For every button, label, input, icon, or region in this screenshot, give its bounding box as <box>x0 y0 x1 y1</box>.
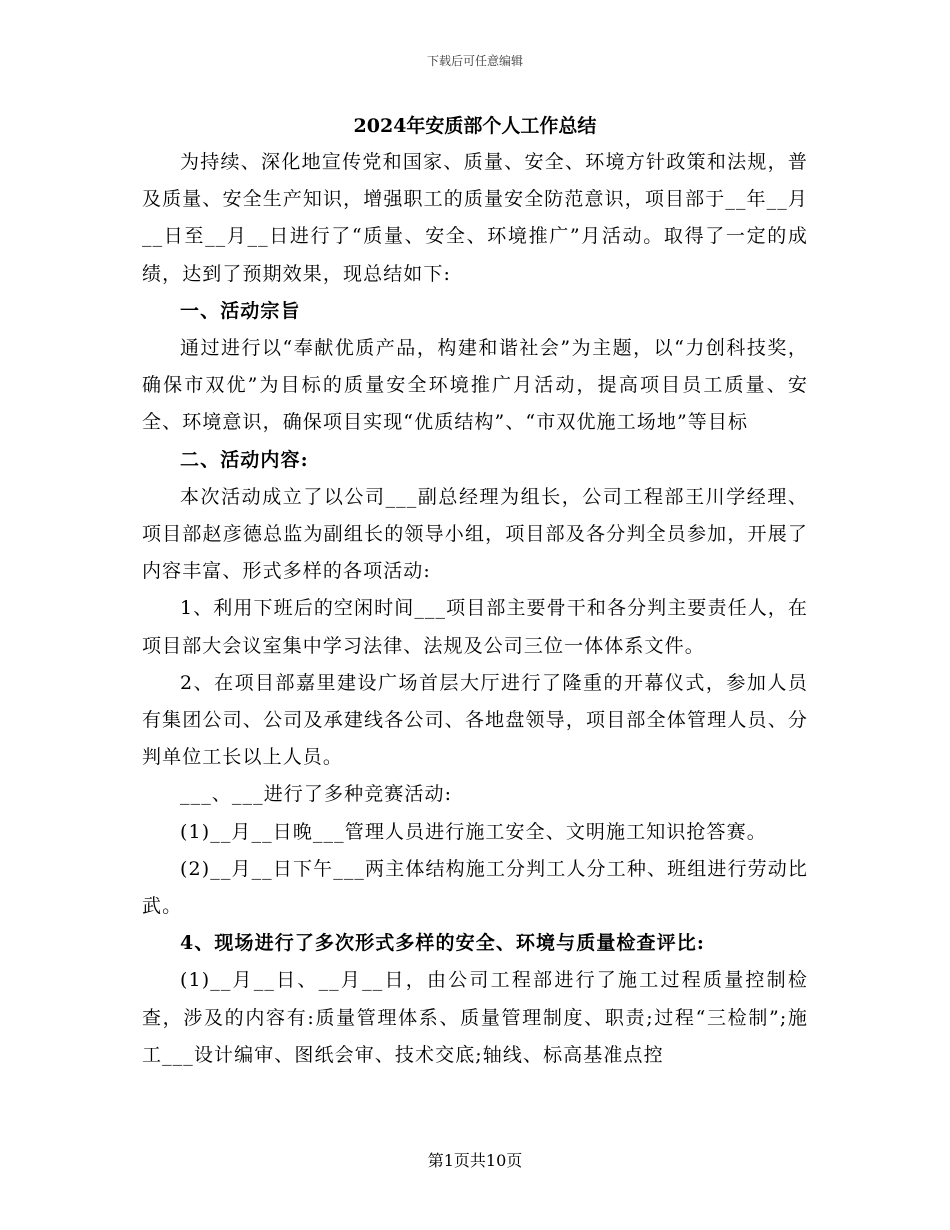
paragraph-item-2: 2、在项目部嘉里建设广场首层大厅进行了隆重的开幕仪式，参加人员有集团公司、公司及承建线各公司、各地盘领导，项目部全体管理人员、分判单位工长以上人员。 <box>142 671 808 769</box>
header-note: 下载后可任意编辑 <box>426 54 523 68</box>
paragraph-leadership: 本次活动成立了以公司___副总经理为组长，公司工程部王川学经理、项目部赵彦德总监为副组长的领导小组，项目部及各分判全员参加，开展了内容丰富、形式多样的各项活动: <box>142 485 808 583</box>
paragraph-item-4-1: (1)__月__日、__月__日，由公司工程部进行了施工过程质量控制检查，涉及的内容有:质量管理体系、质量管理制度、职责;过程“三检制”;施工___设计编审、图纸会审、技术交底;轴线、标高基准点控 <box>142 969 808 1066</box>
section-heading-inspection: 4、现场进行了多次形式多样的安全、环境与质量检查评比: <box>180 932 705 955</box>
document-title: 2024年安质部个人工作总结 <box>353 115 597 137</box>
paragraph-item-3-1: (1)__月__日晚___管理人员进行施工安全、文明施工知识抢答赛。 <box>180 820 767 843</box>
paragraph-item-3: ___、___进行了多种竞赛活动: <box>180 783 453 806</box>
document-body <box>142 144 808 1074</box>
section-heading-purpose: 一、活动宗旨 <box>180 299 301 322</box>
section-heading-content: 二、活动内容: <box>180 448 309 471</box>
paragraph-intro: 为持续、深化地宣传党和国家、质量、安全、环境方针政策和法规，普及质量、安全生产知识，增强职工的质量安全防范意识，项目部于__年__月__日至__月__日进行了“质量、安全、环境推广”月活动。取得了一定的成绩，达到了预期效果，现总结如下: <box>142 151 808 285</box>
paragraph-item-3-2: (2)__月__日下午___两主体结构施工分判工人分工种、班组进行劳动比武。 <box>142 857 808 918</box>
page-footer: 第1页共10页 <box>427 1151 523 1170</box>
paragraph-purpose: 通过进行以“奉献优质产品，构建和谐社会”为主题，以“力创科技奖，确保市双优”为目标的质量安全环境推广月活动，提高项目员工质量、安全、环境意识，确保项目实现“优质结构”、“市双优施工场地”等目标 <box>142 337 808 434</box>
paragraph-item-1: 1、利用下班后的空闲时间___项目部主要骨干和各分判主要责任人，在项目部大会议室集中学习法律、法规及公司三位一体体系文件。 <box>142 597 808 657</box>
